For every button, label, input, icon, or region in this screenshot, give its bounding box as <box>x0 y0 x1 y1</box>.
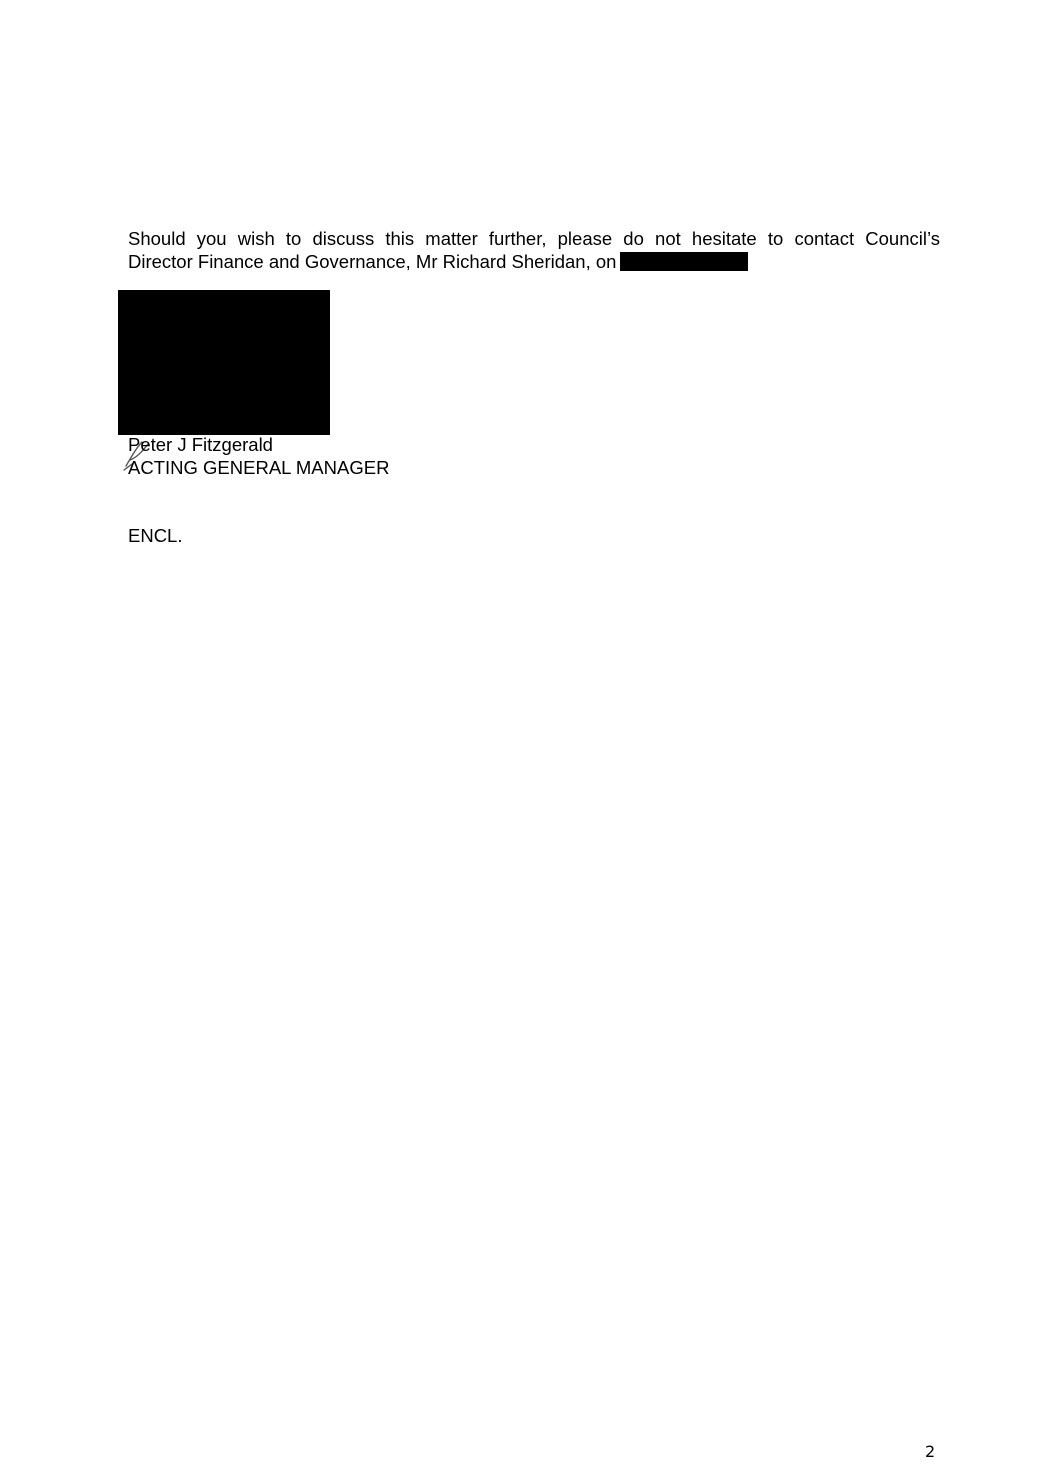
closing-paragraph <box>128 227 940 273</box>
enclosure-note: ENCL. <box>128 525 183 546</box>
closing-paragraph-line-1: Should you wish to discuss this matter further, please do not hesitate to contact Council’s <box>128 228 940 249</box>
signer-name: Peter J Fitzgerald <box>128 434 273 455</box>
signer-title: ACTING GENERAL MANAGER <box>128 457 390 478</box>
redacted-signature-block <box>118 290 330 435</box>
closing-paragraph-line-2-text: Director Finance and Governance, Mr Richard Sheridan, on <box>128 251 617 272</box>
redacted-phone-number <box>620 252 748 271</box>
closing-paragraph-line-2 <box>128 250 940 273</box>
page-number: 2 <box>925 1442 936 1461</box>
